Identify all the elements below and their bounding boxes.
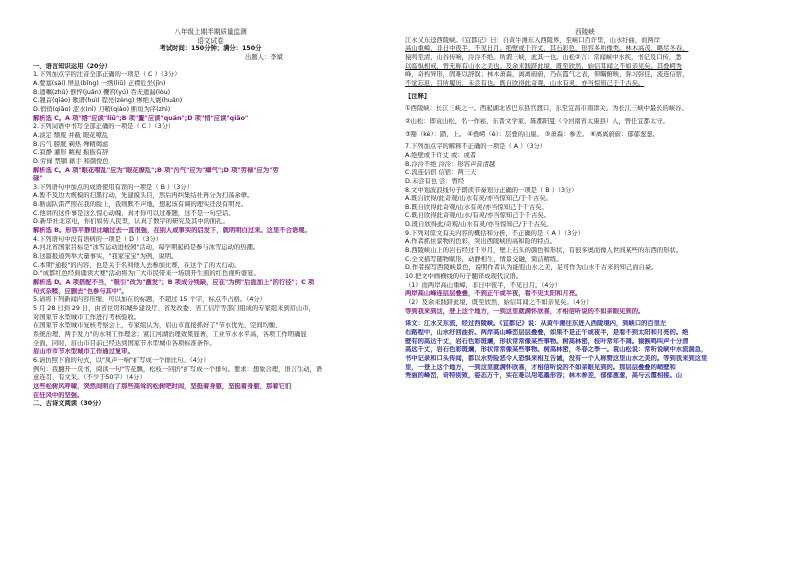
text-line: 5 月 28 日到 29 日，由省住房和城乡建设厅、省发改委、省工信厅等部门组成的专家组来到眉山市， bbox=[33, 305, 315, 312]
left-column bbox=[33, 28, 388, 409]
exam-setter: 出题人：李斌 bbox=[245, 53, 283, 61]
left-question-list bbox=[33, 63, 388, 409]
text-line: 解析选 C。A 项"绺"应读"liǔ";B 项"鳌"应读"quán";D 项"悄"应读"qiāo" bbox=[33, 114, 249, 122]
text-line: ①西陵峡：长江三峡之一。西起湖北省巴东县官渡口，东至宜昌市南津关。为长江三峡中最长的峡谷。 bbox=[405, 105, 688, 113]
text-line: B.西陵峡山上的岩石经过千岁月，壁上石头的颜色和形状，有很多奥而像人世间某些的东西的形状。 bbox=[405, 247, 683, 255]
text-line: D."成都红色经典诵读大赛"活动将为广大市民带来一场别开生面的红色视听盛宴。 bbox=[33, 270, 260, 278]
text-line: 高远千丈，岩石色彩斑斓，形状常常像某些事物。树高林密，冬春之季一。袁山松说：常听说峡中水流湍急， bbox=[405, 346, 708, 354]
text-line: 意连贯、有文采。（不少于50字）（4分） bbox=[33, 374, 146, 382]
text-line: C.本期"通报"的内容，也是关于名利他人去参加比赛，在这个了的大行动。 bbox=[33, 261, 241, 269]
text-line: 高山重嶂，非日中夜半，不见日月。绝壁或千许丈，其石彩色，形容多所像类。林木高茂，略尽冬春。 bbox=[405, 45, 689, 53]
text-line: 解析选 D。A 项搭配不当，"吸引"改为"激发"；B 项成分残缺，应在"为例"后面加上"的行径"；C 项 bbox=[33, 279, 315, 287]
text-line: B.污气 膀胱 剃热 殚精竭虑 bbox=[33, 140, 109, 148]
text-line: 译文：江水又东流，经过西陵峡。《宜都记》说：从黄牛滩往东进入西陵境内，到峡口的百里左 bbox=[405, 320, 667, 328]
text-line: 2.下列词语中书写全部正确的一项是（ C ）（3分） bbox=[33, 123, 175, 131]
text-line: 句式杂糅，应删去"也参与其中"。 bbox=[33, 287, 128, 295]
text-line: A.作者抓住景物的色彩，突出西陵峡的高和险的特点。 bbox=[405, 238, 557, 246]
text-line: ②山松：即袁山松，名一作崧，东晋文学家，陈郡阳夏（今河南省太康县）人，曾任宜都太守。 bbox=[405, 117, 669, 125]
text-line: 一、语言知识运用（20分） bbox=[33, 62, 112, 70]
text-line: 在国家节水型城市复核考察会上，专家组认为，眉山市直接抓好了"节水优先、空间均衡、 bbox=[33, 322, 282, 330]
text-line: 两岸高山峰连层层叠叠，不到正午或半夜，看不见太阳和月亮。 bbox=[405, 290, 582, 298]
text-line: B.泠泠不绝 泠泠：形容声音清越 bbox=[405, 160, 496, 168]
text-line: B.这篇报道列举大量事实，"我家宝宝"为例，说明。 bbox=[33, 253, 178, 261]
text-line: B.遗嘱(zhǔ) 憔悴(juǎn) 鞭笞(yú) 吞无遗漏(lòu) bbox=[33, 88, 171, 96]
text-line: B.断弱队雷严照在我的脸上，我则默不声地，想起该有调的理实还没有明亮。 bbox=[33, 201, 248, 209]
text-line: A.暂不及边大规模的扫黑行动，先建摸头目，然后再纠集结社再分为扫荡余孽。 bbox=[33, 192, 254, 200]
exam-info: 考试时间：150分钟；满分：150分 bbox=[159, 45, 262, 53]
text-line: A.河北省国家目标是"冰雪运动进校园"活动，每学期起码是参与冰雪运动的热潮。 bbox=[33, 244, 260, 252]
text-line: 猿鸣至清，山谷传响，泠泠不绝。所谓三峡，此其一也。山松②言：常闻峡中水疾，书记及口传，悉 bbox=[405, 53, 682, 61]
text-line: 解析选 C。A 项"眼花嘹乱"应为"眼花缭乱";B 项"污气"应为"瘴气";D 项"劳禄"应为"劳 bbox=[33, 166, 279, 174]
text-line: 这些松树风呼啸，突然间明白了那些高耸的松树吧时间，坚挺着身躯，坚挺着身躯，那着它们 bbox=[33, 382, 292, 390]
text-line: 8.文中划波浪线句子朗读节奏划分正确的一项是（ B ）（3分） bbox=[405, 186, 578, 194]
text-line: 1.下列加点字的注音全部正确的一项是（ C ）（3分） bbox=[33, 71, 181, 79]
text-line: 碌" bbox=[33, 175, 43, 183]
text-line: C.寂静 灌形 眺视 振振有辞 bbox=[33, 149, 109, 157]
text-line: （2）及余来践跻此境，既至欣然，始信耳闻之不如亲见矣。（4分） bbox=[405, 299, 593, 307]
text-line: 右路程中，山水纡回曲折。两岸高山峰峦层层叠叠，如果不是正午或夜半，是看不到太阳和月亮的。绝 bbox=[405, 329, 689, 336]
text-line: C.全文描写随物赋形，动静相生，情景交融，简洁精练。 bbox=[405, 255, 563, 263]
text-line: （1）而两岸高山重嶂，非日中夜半，不见日月。（4分） bbox=[405, 281, 561, 289]
text-line: 4.下列语句中没有语病的一项是（ D ）（3分） bbox=[33, 235, 163, 243]
text-line: A.淡定 颓废 井截 眼花嘹乱 bbox=[33, 131, 109, 139]
text-line: C.翘首(qiáo) 歌谱(huì) 锃亮(zèng) 惨绝人寰(huán) bbox=[33, 97, 183, 105]
text-line: 在狂风中的坚强。 bbox=[33, 391, 84, 399]
text-line: D.悄悄(qiāo) 涩水(nì) 刀鞘(qiào) 断垣为序(zhì) bbox=[33, 105, 171, 113]
text-line: 不觉忘返，目所履历，未尝有也。既自欣得此奇观，山水有灵，亦当惊知己于千古矣。 bbox=[405, 79, 645, 87]
text-line: 例句：我翻开一页书，阅读一句"雪花飘，松枝一同扔"扩写成一个排句。要求：想象合理，语言生动，语 bbox=[33, 365, 323, 373]
text-line: 等到我来到这，登上这个地方，一到这里就满怀欣喜，才相信听说的不如亲眼见到的。 bbox=[405, 307, 645, 315]
text-line: A.绝壁或千许丈 或：或者 bbox=[405, 151, 477, 159]
text-line: D.未尝有也 尝：曾经 bbox=[405, 177, 465, 185]
text-line: C.他讲的这件事是这么惊心动魄，真才你可以过难题，这不是一句空话。 bbox=[33, 209, 235, 217]
text-line: 江水又东迳西陵峡。《宜都记》曰：自黄牛滩东入西陵界，至峡口百许里，山水纡曲，而两岸 bbox=[405, 36, 661, 44]
text-line: A.要塞(sài) 屏息(bǐng) 一绺(liǔ) 正襟危坐(jīn) bbox=[33, 79, 166, 87]
text-line: 二、古诗文阅读（30分） bbox=[33, 400, 105, 408]
text-line: 解析选 B。形容平静里比喻过去一直很强，在别人或事实的启发下，就明明白过来。这里不合语境。 bbox=[33, 227, 311, 235]
text-line: D.劳禄 禁锢 藉手 和颜悦色 bbox=[33, 157, 109, 165]
text-line: D.作者描写西陵峡景色，说明作者认为能饱山水之美，足可作为山水千古来的知己而自豪。 bbox=[405, 264, 658, 272]
text-line: 峰，奇构异形，固难以辞叙；林木萧森，离离蔚蔚，乃在霞气之表，仰瞩俯映，弥习弥佳，流连信宿， bbox=[405, 71, 689, 79]
text-line: B.既自欣得此奇观/山水有灵/亦当惊知己于千古矣。 bbox=[405, 203, 548, 211]
text-line: 眉山市市节水型城市工作通过复审。 bbox=[33, 348, 134, 356]
text-line: C.流连信宿 信宿：两三天 bbox=[405, 169, 477, 177]
text-line: 9.下列对原文有关内容的概括和分析，不正确的是（ A ）（3分） bbox=[405, 229, 584, 237]
text-line: 7.下列加点字的解释不正确的一项是（ A ）（3分） bbox=[405, 143, 547, 151]
text-line: 里，一登上这个地方，一到这里就满怀欣喜，才相信听说的不如亲眼见到的。那层层叠叠的峭壁和 bbox=[405, 363, 676, 371]
exam-subject: 语文试卷 bbox=[197, 36, 224, 45]
text-line: 5.请将下列新闻内容压缩，可以加在的标题，不超过 15 个字，标点不占格。（4分） bbox=[33, 296, 266, 304]
text-line: D.新华社北京电，你们如传人民里，认真了数字的研究及其中的面孔。 bbox=[33, 218, 229, 226]
text-line: A.既自欣得/此奇观/山水有灵/亦当惊知己/于千古矣。 bbox=[405, 195, 552, 203]
text-line: 系统治理、两手发力"的水利工作理念；紧江河湖治理效果显著，工业节水水平高，各项工作明确显 bbox=[33, 330, 307, 338]
text-line: 对国家节水型城市工作进行考核验收。 bbox=[33, 313, 141, 321]
right-question-list bbox=[405, 37, 765, 381]
text-line: 全面，同时，眉山市目前已经达到国家节水型城市各项标准条件。 bbox=[33, 339, 216, 347]
text-line: 壁有的高达千丈，岩石色彩斑斓，形状常常像某些事物。树高林密，枝叶常年不凋。猿猴鸣叫声十分清 bbox=[405, 337, 689, 345]
text-line: 书中记录和口头传闻，都以水势险恶令人恐惧来相互告诫，没有一个人称赞这里山水之美的。等到我来到这里 bbox=[405, 354, 708, 362]
text-line: 【注释】 bbox=[405, 92, 431, 100]
exam-title: 八年级上期半期质量监测 bbox=[174, 28, 247, 36]
text-line: C.既自欣得此奇观/山水/有灵/亦当惊知己于千古矣。 bbox=[405, 212, 550, 220]
text-line: D.既自欣得此/奇观/山水有灵/亦当惊知己/于千古矣。 bbox=[405, 221, 553, 229]
text-line: 6.请仿照下面的句式，以"凤声一响"扩写成一个排比句。（4分） bbox=[33, 356, 210, 364]
text-line: 以临惧相戒，曾无称有山水之美也。及余来践跻此境，既至欣然，始信耳闻之不如亲见矣。其叠崿秀 bbox=[405, 62, 683, 70]
text-line: 10.把文中画横线的句子翻译成现代汉语。 bbox=[405, 273, 523, 281]
right-column bbox=[405, 28, 765, 381]
text-line: ③豁（ké）：踏，上。 ④叠崿（è）：层叠的山崖。 ⑤萧森：参差。 ⑥离离蔚蔚：郁郁葱葱。 bbox=[405, 130, 659, 138]
text-line: 3.下列语句中加点的成语使用有误的一项是（ B ）（3分） bbox=[33, 183, 194, 191]
passage-title: 西陵峡 bbox=[575, 28, 595, 36]
text-line: 秀丽的峰峦，奇特别致，姿态万千，实在难以用笔墨形容；林木参差，郁郁葱葱，高与云霞相接。山 bbox=[405, 372, 683, 380]
